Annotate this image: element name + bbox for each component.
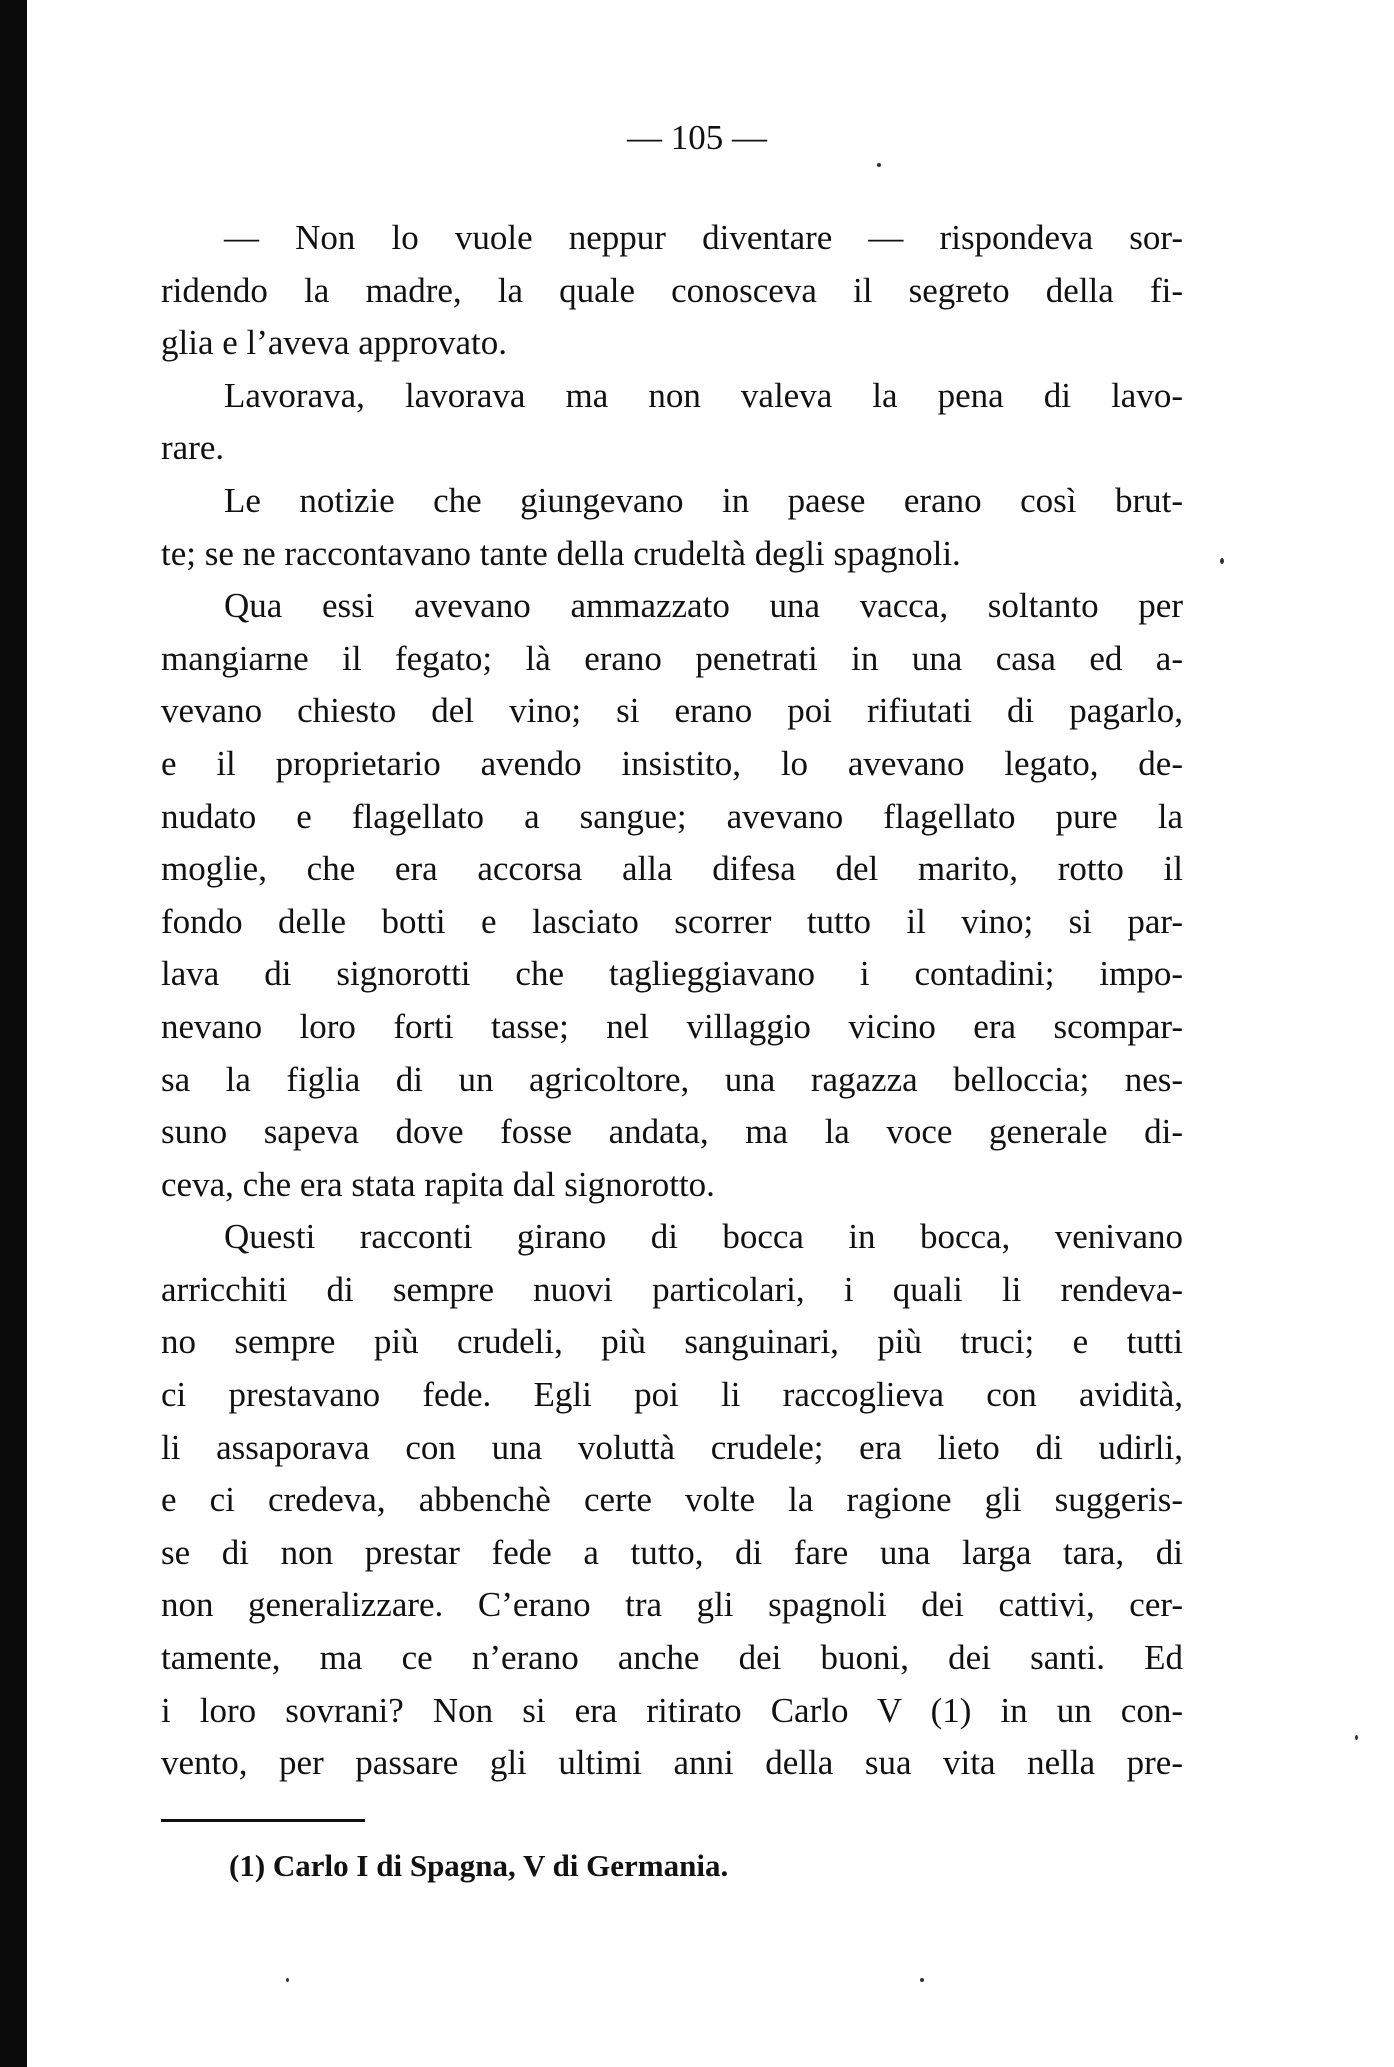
text-line: tamente, ma ce n’erano anche dei buoni, dei santi. Ed bbox=[161, 1638, 1183, 1678]
body-text bbox=[161, 212, 1183, 1790]
text-line: e ci credeva, abbenchè certe volte la ragione gli suggeris- bbox=[161, 1480, 1183, 1520]
text-line: rare. bbox=[161, 428, 225, 468]
scan-speck bbox=[1220, 558, 1224, 564]
footnote: (1) Carlo I di Spagna, V di Germania. bbox=[229, 1848, 729, 1883]
text-line: ci prestavano fede. Egli poi li raccoglieva con avidità, bbox=[161, 1375, 1183, 1415]
text-line: vento, per passare gli ultimi anni della sua vita nella pre- bbox=[161, 1743, 1183, 1783]
text-line: moglie, che era accorsa alla difesa del marito, rotto il bbox=[161, 849, 1183, 889]
text-line: fondo delle botti e lasciato scorrer tutto il vino; si par- bbox=[161, 901, 1183, 941]
scan-speck bbox=[920, 1978, 924, 1982]
text-line: ridendo la madre, la quale conosceva il segreto della fi- bbox=[161, 270, 1183, 310]
footnote-rule bbox=[161, 1819, 365, 1822]
text-line: mangiarne il fegato; là erano penetrati in una casa ed a- bbox=[161, 638, 1183, 678]
scan-speck bbox=[286, 1978, 289, 1982]
text-line: no sempre più crudeli, più sanguinari, più truci; e tutti bbox=[161, 1322, 1183, 1362]
text-line: se di non prestar fede a tutto, di fare una larga tara, di bbox=[161, 1532, 1183, 1572]
text-line: Questi racconti girano di bocca in bocca, venivano bbox=[224, 1217, 1183, 1257]
scan-speck bbox=[1355, 1735, 1358, 1740]
text-line: te; se ne raccontavano tante della crudeltà degli spagnoli. bbox=[161, 533, 961, 573]
text-line: non generalizzare. C’erano tra gli spagnoli dei cattivi, cer- bbox=[161, 1585, 1183, 1625]
text-line: glia e l’aveva approvato. bbox=[161, 323, 507, 363]
text-line: Lavorava, lavorava ma non valeva la pena di lavo- bbox=[224, 375, 1183, 415]
text-line: ceva, che era stata rapita dal signorotto. bbox=[161, 1164, 715, 1204]
page-number: — 105 — bbox=[627, 118, 767, 157]
text-line: e il proprietario avendo insistito, lo avevano legato, de- bbox=[161, 743, 1183, 783]
text-line: i loro sovrani? Non si era ritirato Carlo V (1) in un con- bbox=[161, 1690, 1183, 1730]
text-line: lava di signorotti che taglieggiavano i contadini; impo- bbox=[161, 954, 1183, 994]
text-line: sa la figlia di un agricoltore, una ragazza belloccia; nes- bbox=[161, 1059, 1183, 1099]
scan-speck bbox=[877, 163, 881, 167]
scan-binding-edge bbox=[0, 0, 27, 2067]
text-line: Qua essi avevano ammazzato una vacca, soltanto per bbox=[224, 586, 1183, 626]
text-line: suno sapeva dove fosse andata, ma la voce generale di- bbox=[161, 1112, 1183, 1152]
text-line: — Non lo vuole neppur diventare — rispondeva sor- bbox=[224, 218, 1183, 257]
text-line: Le notizie che giungevano in paese erano così brut- bbox=[224, 480, 1183, 520]
text-line: vevano chiesto del vino; si erano poi rifiutati di pagarlo, bbox=[161, 691, 1183, 731]
text-line: nevano loro forti tasse; nel villaggio vicino era scompar- bbox=[161, 1006, 1183, 1046]
text-line: li assaporava con una voluttà crudele; era lieto di udirli, bbox=[161, 1427, 1183, 1467]
text-line: arricchiti di sempre nuovi particolari, i quali li rendeva- bbox=[161, 1269, 1183, 1309]
text-line: nudato e flagellato a sangue; avevano flagellato pure la bbox=[161, 796, 1183, 836]
